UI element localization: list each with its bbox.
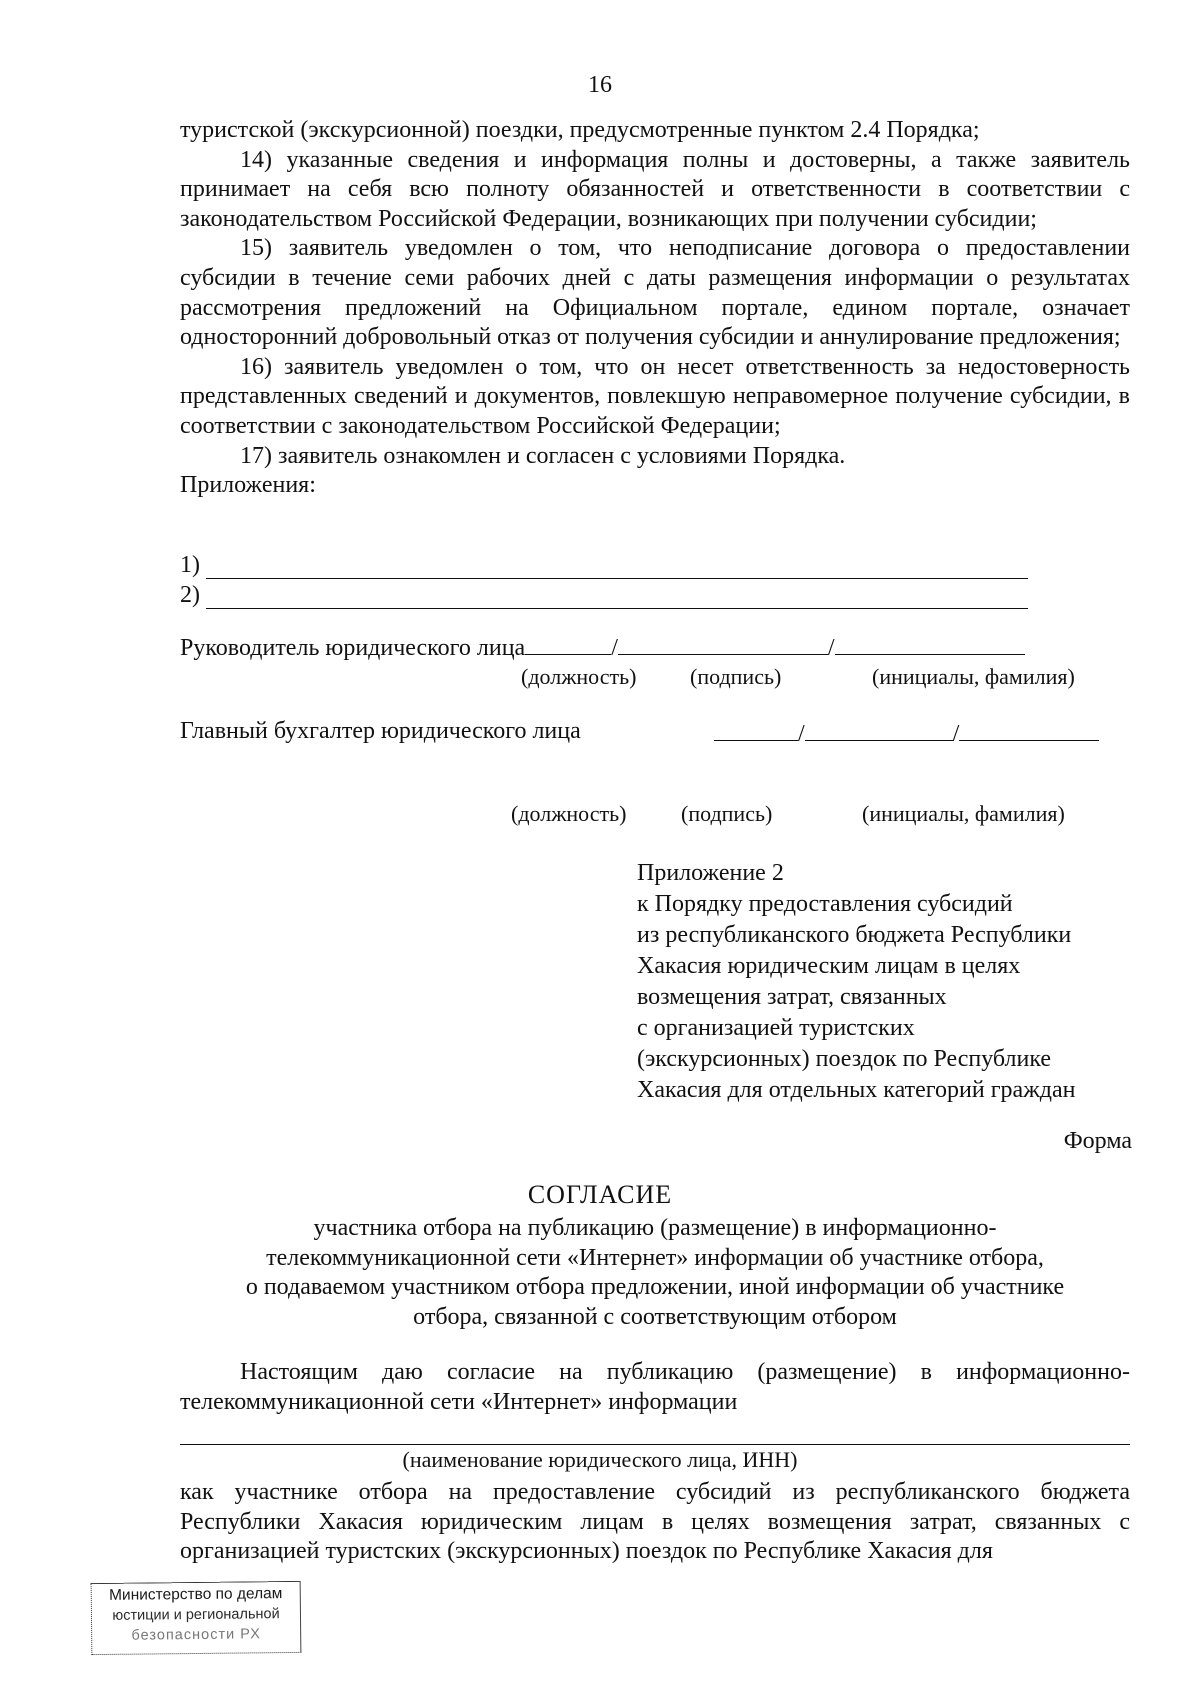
appendix-line: Хакасия юридическим лицам в целях <box>637 953 1021 979</box>
signature-blank <box>618 632 828 655</box>
appendix-line: (экскурсионных) поездок по Республике <box>637 1046 1052 1072</box>
caption-position: (должность) <box>511 801 627 826</box>
attachment-blank <box>206 586 1028 609</box>
caption-name: (инициалы, фамилия) <box>862 801 1065 826</box>
consent-title: СОГЛАСИЕ <box>527 1180 673 1209</box>
name-blank <box>959 718 1099 741</box>
attachment-line-1 <box>180 552 1028 579</box>
slash: / <box>798 721 805 747</box>
head-label: Руководитель юридического лица <box>180 635 526 661</box>
caption-signature: (подпись) <box>690 664 782 689</box>
stamp-line-1: Министерство по делам <box>108 1585 283 1604</box>
slash: / <box>952 721 960 747</box>
consent-intro-paragraph: Настоящим даю согласие на публикацию (размещение) в информационно-телекоммуникационной сети «Интернет» информации <box>180 1359 1130 1415</box>
caption-name: (инициалы, фамилия) <box>872 664 1075 689</box>
body-text <box>180 116 1130 501</box>
consent-continuation-paragraph: как участнике отбора на предоставление субсидий из республиканского бюджета Республики Хакасия юридическим лицам в целях возмещения затрат, связанных с организацией туристских (экскурсионных) поездок по Республике Хакасия для <box>180 1479 1130 1565</box>
appendix-line: к Порядку предоставления субсидий <box>637 891 1013 917</box>
slash: / <box>611 635 618 661</box>
consent-intro <box>180 1358 1130 1417</box>
appendix-line: с организацией туристских <box>637 1015 915 1041</box>
accountant-signature-row <box>714 718 1099 748</box>
legal-entity-name-blank <box>180 1444 1130 1445</box>
caption-signature: (подпись) <box>681 801 773 826</box>
slash: / <box>827 635 835 661</box>
paragraph-15: 15) заявитель уведомлен о том, что неподписание договора о предоставлении субсидии в течение семи рабочих дней с даты размещения информации о результатах рассмотрения предложений на Официальном портале, едином портале, означает односторонний добровольный отказ от получения субсидии и аннулирование предложения; <box>180 235 1130 351</box>
appendix-header <box>637 858 1076 1106</box>
attachment-blank <box>206 556 1028 579</box>
attachment-number: 2) <box>180 582 200 608</box>
paragraph-continuation: туристской (экскурсионной) поездки, предусмотренные пунктом 2.4 Порядка; <box>180 117 980 143</box>
position-blank <box>714 718 798 741</box>
caption-position: (должность) <box>521 664 637 689</box>
page-number: 16 <box>588 72 612 98</box>
attachment-number: 1) <box>180 552 200 578</box>
subtitle-line: телекоммуникационной сети «Интернет» информации об участнике отбора, <box>266 1244 1044 1271</box>
appendix-line: Хакасия для отдельных категорий граждан <box>637 1077 1076 1103</box>
stamp-line-3: безопасности РХ <box>131 1626 261 1644</box>
attachments-heading: Приложения: <box>180 472 316 499</box>
paragraph-14: 14) указанные сведения и информация полны и достоверны, а также заявитель принимает на себя всю полноту обязанностей и ответственности в соответствии с законодательством Российской Федерации, возникающих при получении субсидии; <box>180 146 1130 232</box>
appendix-line: Приложение 2 <box>637 860 784 886</box>
paragraph-17: 17) заявитель ознакомлен и согласен с условиями Порядка. <box>240 442 846 469</box>
legal-entity-name-caption: (наименование юридического лица, ИНН) <box>402 1447 798 1472</box>
head-signature-row <box>180 632 1025 662</box>
stamp-line-2: юстиции и региональной <box>112 1606 280 1624</box>
ministry-stamp <box>91 1581 302 1655</box>
consent-continuation <box>180 1478 1130 1567</box>
consent-subtitle <box>180 1214 1130 1332</box>
form-label: Форма <box>1063 1128 1132 1154</box>
subtitle-line: о подаваемом участником отбора предложении, иной информации об участнике <box>245 1274 1065 1300</box>
accountant-label: Главный бухгалтер юридического лица <box>180 718 581 744</box>
attachment-line-2 <box>180 582 1028 609</box>
appendix-line: возмещения затрат, связанных <box>637 984 947 1010</box>
subtitle-line: участника отбора на публикацию (размещение) в информационно- <box>313 1215 997 1241</box>
position-blank <box>525 632 611 655</box>
appendix-line: из республиканского бюджета Республики <box>637 922 1072 948</box>
subtitle-line: отбора, связанной с соответствующим отбором <box>413 1303 897 1330</box>
signature-blank <box>805 718 953 741</box>
paragraph-16: 16) заявитель уведомлен о том, что он несет ответственность за недостоверность представленных сведений и документов, повлекшую неправомерное получение субсидии, в соответствии с законодательством Российской Федерации; <box>180 353 1130 439</box>
name-blank <box>835 632 1025 655</box>
